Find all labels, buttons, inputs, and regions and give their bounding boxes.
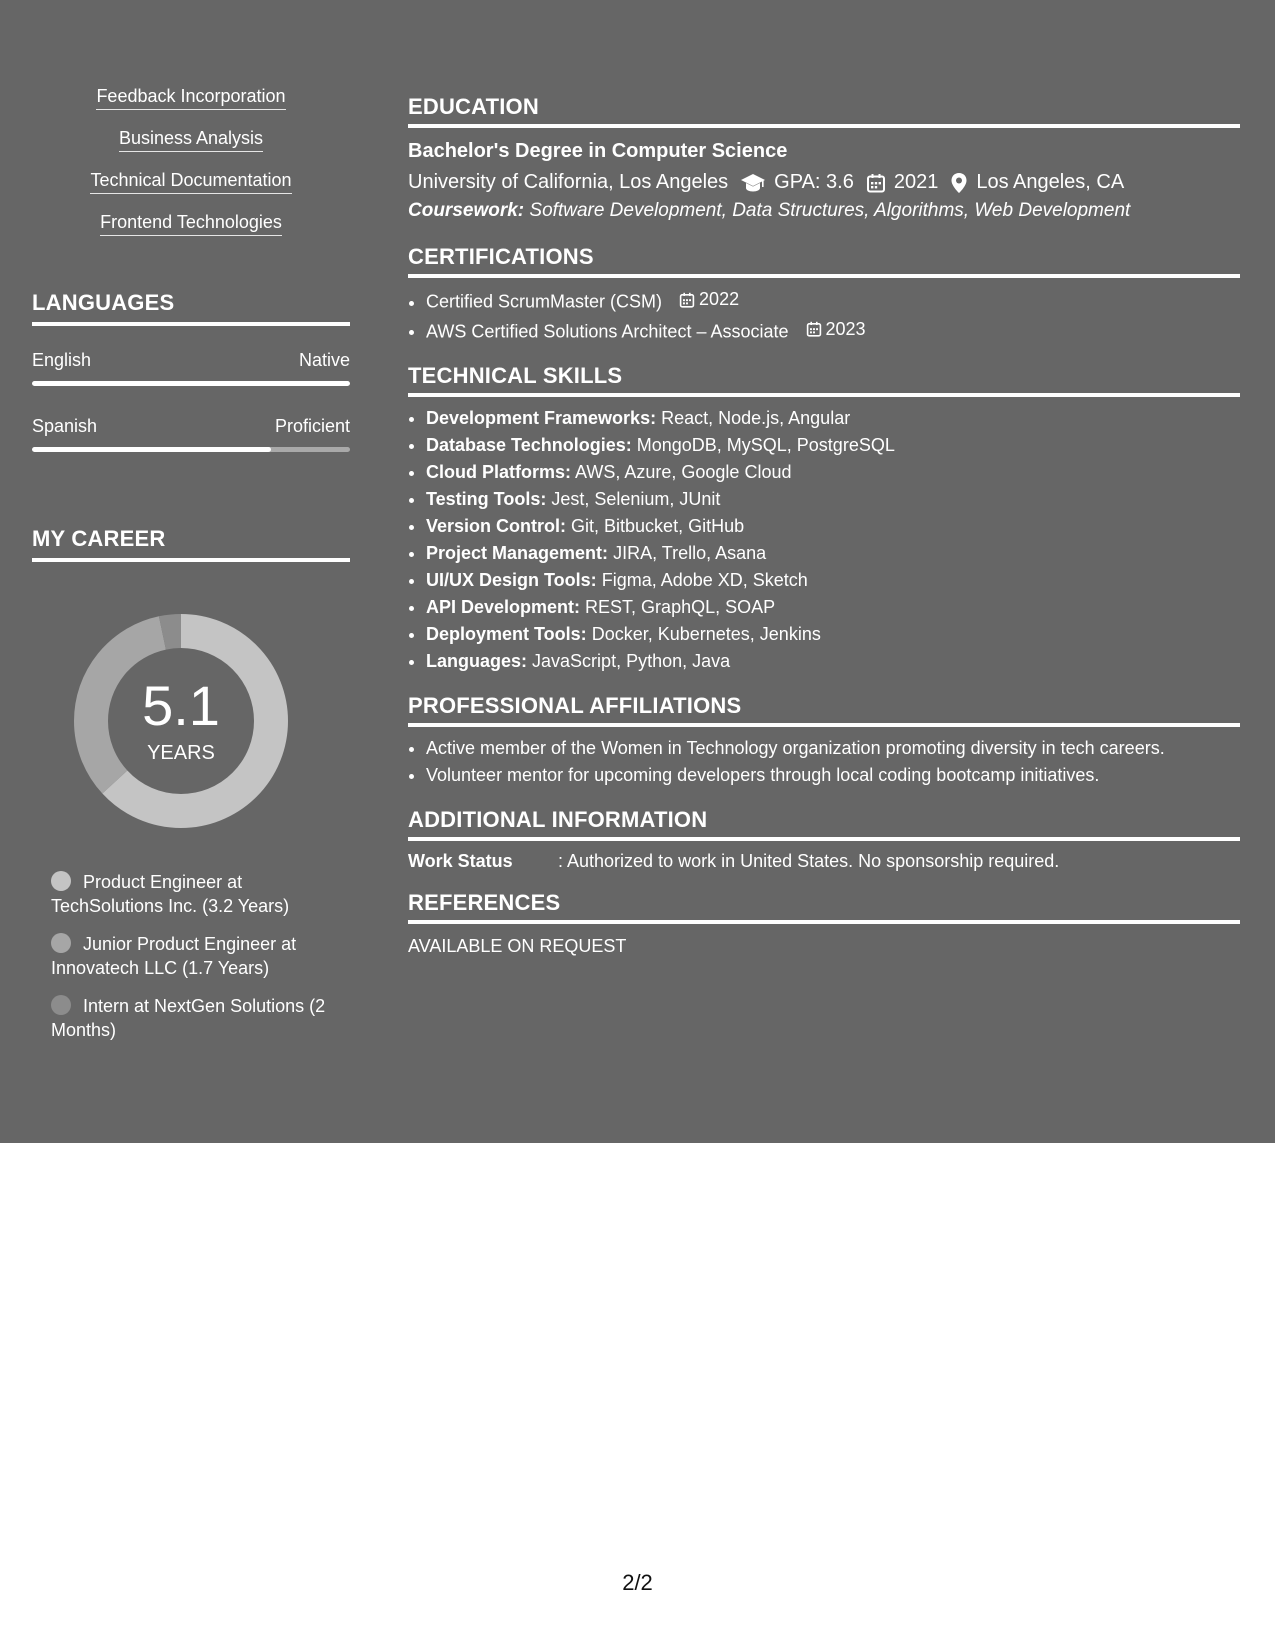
education-coursework: [408, 200, 1240, 222]
skill-label: Version Control:: [426, 516, 567, 536]
education-school: University of California, Los Angeles: [408, 171, 729, 193]
languages-section: [32, 290, 350, 452]
skill-value: JIRA, Trello, Asana: [613, 543, 767, 563]
skill-label: API Development:: [426, 597, 581, 617]
skill-label: Project Management:: [426, 543, 609, 563]
skill-value: Figma, Adobe XD, Sketch: [601, 570, 808, 590]
references-text: AVAILABLE ON REQUEST: [408, 936, 627, 956]
education-title: EDUCATION: [408, 94, 1240, 128]
certification-year: 2023: [825, 318, 866, 339]
calendar-icon: [806, 321, 822, 337]
affiliations-list: [408, 735, 1240, 789]
career-total-years: 5.1: [142, 674, 220, 737]
affiliations-title: PROFESSIONAL AFFILIATIONS: [408, 693, 1240, 727]
career-section: [32, 526, 350, 1042]
skill-item: Frontend Technologies: [100, 210, 282, 236]
technical-skills-title: TECHNICAL SKILLS: [408, 363, 1240, 397]
skill-value: Jest, Selenium, JUnit: [551, 489, 721, 509]
technical-skills-list: [408, 405, 1240, 675]
certification-name: Certified ScrumMaster (CSM): [426, 291, 663, 312]
skill-item: Technical Documentation: [90, 168, 291, 194]
skill-label: Cloud Platforms:: [426, 462, 572, 482]
skill-value: Git, Bitbucket, GitHub: [571, 516, 745, 536]
calendar-icon: [866, 173, 886, 193]
skill-label: Languages:: [426, 651, 528, 671]
coursework-list: Software Development, Data Structures, Algorithms, Web Development: [529, 200, 1131, 221]
education-location: Los Angeles, CA: [976, 171, 1125, 193]
skill-value: JavaScript, Python, Java: [532, 651, 731, 671]
work-status-label: Work Status: [408, 851, 513, 871]
skill-value: Docker, Kubernetes, Jenkins: [591, 624, 821, 644]
language-bar: [32, 381, 350, 386]
technical-skills-section: [408, 363, 1240, 675]
career-item: [51, 932, 350, 980]
language-level: Proficient: [274, 416, 350, 436]
skill-label: Testing Tools:: [426, 489, 547, 509]
language-bar-fill: [32, 447, 271, 452]
work-status-row: [408, 851, 1240, 872]
left-column: [32, 84, 350, 1056]
education-degree: Bachelor's Degree in Computer Science: [408, 140, 788, 162]
skill-value: REST, GraphQL, SOAP: [585, 597, 776, 617]
career-dot-icon: [51, 871, 71, 891]
career-dot-icon: [51, 933, 71, 953]
certifications-section: [408, 244, 1240, 345]
affiliation-item: • Volunteer mentor for upcoming developers through local coding bootcamp initiatives.: [426, 762, 1240, 789]
certification-name: AWS Certified Solutions Architect – Associate: [426, 321, 789, 341]
affiliations-section: [408, 693, 1240, 789]
technical-skill-item: [426, 405, 1240, 432]
certification-item: [426, 316, 1240, 346]
career-total-unit: YEARS: [147, 742, 215, 764]
skill-item: Business Analysis: [119, 126, 263, 152]
language-name: Spanish: [32, 416, 98, 436]
skill-value: MongoDB, MySQL, PostgreSQL: [636, 435, 895, 455]
location-pin-icon: [950, 172, 968, 194]
calendar-icon: [679, 292, 695, 308]
certification-item: [426, 286, 1240, 316]
skill-item: Feedback Incorporation: [96, 84, 285, 110]
references-section: [408, 890, 1240, 957]
skill-list: [32, 84, 350, 252]
coursework-label: Coursework:: [408, 200, 525, 221]
skill-label: Deployment Tools:: [426, 624, 587, 644]
career-donut-chart: [66, 606, 296, 836]
career-title: MY CAREER: [32, 526, 350, 562]
certifications-list: [408, 286, 1240, 345]
right-column: [408, 94, 1240, 957]
references-title: REFERENCES: [408, 890, 1240, 924]
career-item-text: Intern at NextGen Solutions (2 Months): [51, 996, 326, 1040]
career-list: [32, 870, 350, 1042]
technical-skill-item: [426, 594, 1240, 621]
technical-skill-item: [426, 486, 1240, 513]
skill-label: Database Technologies:: [426, 435, 632, 455]
language-level: Native: [298, 350, 350, 370]
technical-skill-item: [426, 621, 1240, 648]
technical-skill-item: [426, 567, 1240, 594]
career-dot-icon: [51, 995, 71, 1015]
certifications-title: CERTIFICATIONS: [408, 244, 1240, 278]
certification-year: 2022: [699, 289, 740, 309]
graduation-cap-icon: [740, 173, 766, 193]
career-item-text: Product Engineer at TechSolutions Inc. (3.2 Years): [51, 872, 290, 916]
language-bar: [32, 447, 350, 452]
language-name: English: [32, 350, 92, 370]
page-number: 2/2: [622, 1570, 653, 1595]
career-item: [51, 994, 350, 1042]
technical-skill-item: [426, 513, 1240, 540]
technical-skill-item: [426, 459, 1240, 486]
languages-title: LANGUAGES: [32, 290, 350, 326]
technical-skill-item: [426, 540, 1240, 567]
work-status-value: : Authorized to work in United States. No sponsorship required.: [558, 851, 1060, 871]
education-section: [408, 94, 1240, 222]
career-item: [51, 870, 350, 918]
skill-label: Development Frameworks:: [426, 408, 657, 428]
education-gpa: GPA: 3.6: [774, 171, 854, 193]
language-row: [32, 416, 350, 437]
skill-label: UI/UX Design Tools:: [426, 570, 597, 590]
education-meta: [408, 171, 1240, 194]
technical-skill-item: [426, 648, 1240, 675]
technical-skill-item: [426, 432, 1240, 459]
additional-info-section: [408, 807, 1240, 872]
skill-value: React, Node.js, Angular: [661, 408, 851, 428]
language-row: [32, 350, 350, 371]
affiliation-item: • Active member of the Women in Technology organization promoting diversity in tech careers.: [426, 735, 1240, 762]
additional-info-title: ADDITIONAL INFORMATION: [408, 807, 1240, 841]
language-bar-fill: [32, 381, 350, 386]
career-item-text: Junior Product Engineer at Innovatech LLC (1.7 Years): [51, 934, 297, 978]
skill-value: AWS, Azure, Google Cloud: [575, 462, 792, 482]
education-year: 2021: [893, 171, 939, 193]
